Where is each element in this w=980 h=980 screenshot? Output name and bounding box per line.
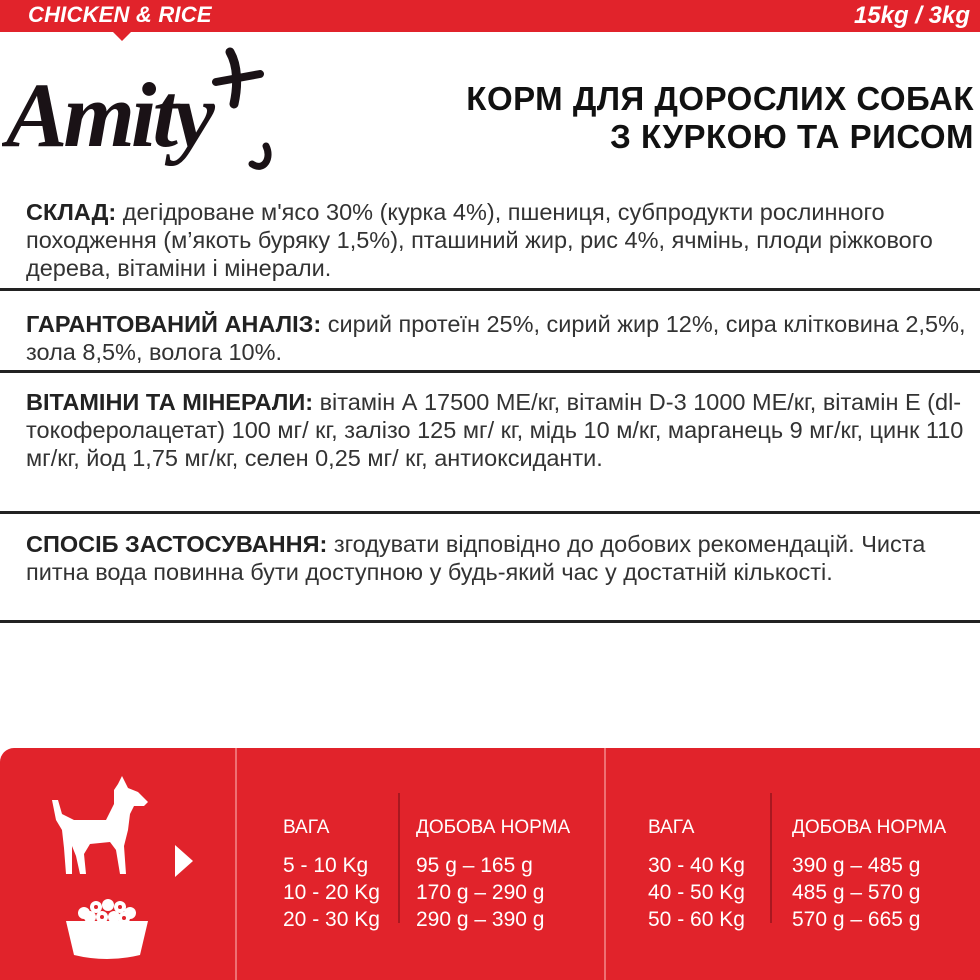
usage-section bbox=[26, 530, 976, 586]
table1-norm-column bbox=[416, 814, 570, 933]
product-title bbox=[466, 80, 974, 156]
weight-header: ВАГА bbox=[648, 817, 695, 838]
norm-header: ДОБОВА НОРМА bbox=[416, 817, 571, 838]
divider bbox=[0, 620, 980, 623]
table2-norm: 390 g – 485 g bbox=[792, 854, 921, 877]
table2-norm-column bbox=[792, 814, 946, 933]
weight-header: ВАГА bbox=[283, 817, 330, 838]
package-weights: 15kg / 3kg bbox=[853, 2, 970, 29]
table1-weight: 20 - 30 Kg bbox=[283, 908, 380, 931]
divider bbox=[0, 511, 980, 514]
top-bar bbox=[0, 0, 980, 32]
panel-divider bbox=[604, 748, 606, 980]
table1-norm: 95 g – 165 g bbox=[416, 854, 533, 877]
vitamins-text: вітамін А 17500 МЕ/кг, вітамін D-3 1000 МЕ/кг, вітамін Е (dl-токоферолацетат) 100 мг/ кг, залізо 125 мг/ кг, мідь 10 м/кг, марганець 9 мг/кг, цинк 110 мг/кг, йод 1,75 мг/кг, селен 0,25 мг/ кг, антиоксиданти. bbox=[26, 389, 964, 471]
table1-norm: 290 g – 390 g bbox=[416, 908, 545, 931]
norm-header: ДОБОВА НОРМА bbox=[792, 817, 947, 838]
table2-norm: 570 g – 665 g bbox=[792, 908, 921, 931]
dog-icon bbox=[50, 770, 155, 885]
bar-notch bbox=[112, 31, 132, 41]
table2-weight-column bbox=[648, 814, 745, 933]
vitamins-label: ВІТАМІНИ ТА МІНЕРАЛИ: bbox=[26, 389, 314, 415]
usage-label: СПОСІБ ЗАСТОСУВАННЯ: bbox=[26, 531, 328, 557]
analysis-label: ГАРАНТОВАНИЙ АНАЛІЗ: bbox=[26, 311, 322, 337]
svg-text:Amity: Amity bbox=[6, 64, 211, 166]
usage-text: згодувати відповідно до добових рекомендацій. Чиста питна вода повинна бути доступною у будь-який час у достатній кількості. bbox=[26, 531, 926, 585]
analysis-text: сирий протеїн 25%, сирий жир 12%, сира клітковина 2,5%, зола 8,5%, волога 10%. bbox=[26, 311, 966, 365]
table2-divider bbox=[770, 793, 772, 923]
composition-label: СКЛАД: bbox=[26, 199, 117, 225]
table2-weight: 40 - 50 Kg bbox=[648, 881, 745, 904]
table2-norm: 485 g – 570 g bbox=[792, 881, 921, 904]
table2-weight: 30 - 40 Kg bbox=[648, 854, 745, 877]
product-title-line1: КОРМ ДЛЯ ДОРОСЛИХ СОБАК bbox=[466, 80, 974, 117]
composition-text: дегідроване м'ясо 30% (курка 4%), пшениця, субпродукти рослинного походження (м’якоть буряку 1,5%), пташиний жир, рис 4%, ячмінь, плоди ріжкового дерева, вітаміни і мінерали. bbox=[26, 199, 933, 281]
table2-weight: 50 - 60 Kg bbox=[648, 908, 745, 931]
arrow-right-icon bbox=[173, 843, 195, 884]
brand-logo bbox=[2, 46, 282, 186]
analysis-section bbox=[26, 310, 976, 366]
vitamins-section bbox=[26, 388, 976, 472]
table1-weight: 10 - 20 Kg bbox=[283, 881, 380, 904]
panel-divider bbox=[235, 748, 237, 980]
divider bbox=[0, 288, 980, 291]
divider bbox=[0, 370, 980, 373]
product-title-line2: З КУРКОЮ ТА РИСОМ bbox=[610, 118, 974, 155]
table1-weight: 5 - 10 Kg bbox=[283, 854, 369, 877]
composition-section bbox=[26, 198, 976, 282]
variant-label: CHICKEN & RICE bbox=[28, 2, 212, 27]
table1-weight-column bbox=[283, 814, 380, 933]
table1-divider bbox=[398, 793, 400, 923]
table1-norm: 170 g – 290 g bbox=[416, 881, 545, 904]
food-bowl-icon bbox=[62, 893, 152, 968]
